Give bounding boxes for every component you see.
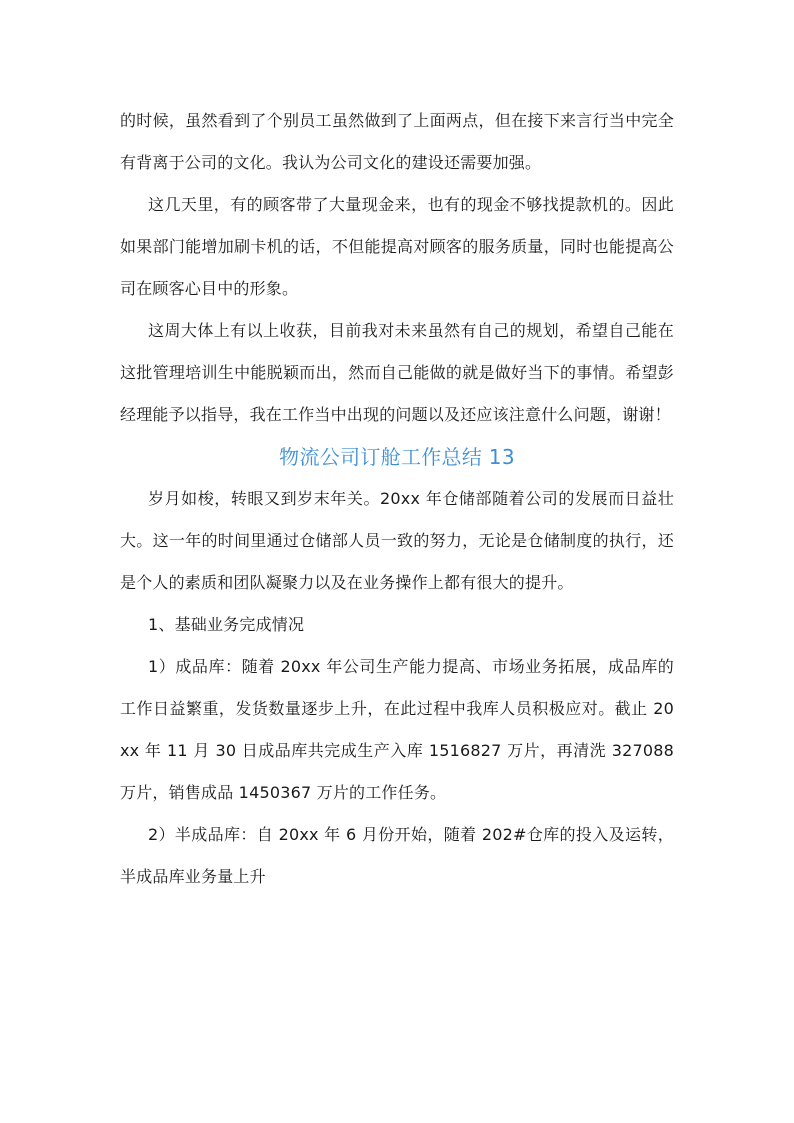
paragraph-continuation: 的时候，虽然看到了个别员工虽然做到了上面两点，但在接下来言行当中完全有背离于公司的文化。我认为公司文化的建设还需要加强。	[120, 111, 674, 172]
document-page	[120, 100, 674, 898]
paragraph-semi-finished-goods: 2）半成品库：自 20xx 年 6 月份开始，随着 202#仓库的投入及运转，半成品库业务量上升	[120, 825, 674, 886]
paragraph-weekly-summary: 这周大体上有以上收获，目前我对未来虽然有自己的规划，希望自己能在这批管理培训生中能脱颖而出，然而自己能做的就是做好当下的事情。希望彭经理能予以指导，我在工作当中出现的问题以及还应该注意什么问题，谢谢！	[120, 321, 674, 424]
paragraph-intro: 岁月如梭，转眼又到岁末年关。20xx 年仓储部随着公司的发展而日益壮大。这一年的时间里通过仓储部人员一致的努力，无论是仓储制度的执行，还是个人的素质和团队凝聚力以及在业务操作上都有很大的提升。	[120, 489, 674, 592]
section-heading: 物流公司订舱工作总结 13	[279, 445, 515, 469]
paragraph-finished-goods: 1）成品库：随着 20xx 年公司生产能力提高、市场业务拓展，成品库的工作日益繁重，发货数量逐步上升，在此过程中我库人员积极应对。截止 20xx 年 11 月 30 日成品库共完成生产入库 1516827 万片，再清洗 327088 万片，销售成品 1450367 万片的工作任务。	[120, 657, 674, 802]
paragraph-card-machine: 这几天里，有的顾客带了大量现金来，也有的现金不够找提款机的。因此如果部门能增加刷卡机的话，不但能提高对顾客的服务质量，同时也能提高公司在顾客心目中的形象。	[120, 195, 674, 298]
paragraph-subheading-basic-business: 1、基础业务完成情况	[148, 615, 305, 634]
